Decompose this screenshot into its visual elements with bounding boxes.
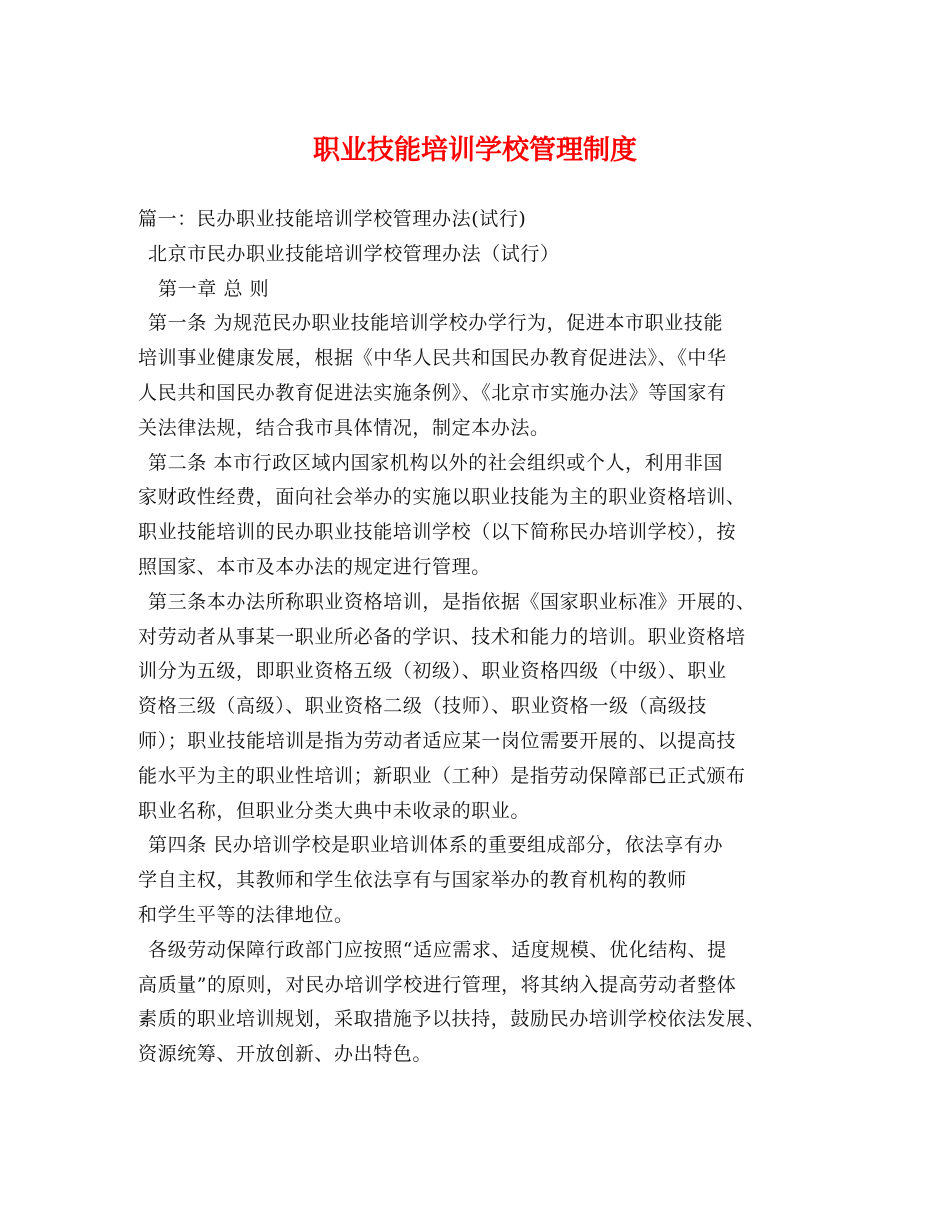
regulation-title: 北京市民办职业技能培训学校管理办法（试行） — [148, 242, 560, 265]
paragraph-line: 学自主权，其教师和学生依法享有与国家举办的教育机构的教师 — [138, 869, 687, 892]
document-body — [138, 202, 818, 1072]
paragraph-line: 高质量”的原则，对民办培训学校进行管理，将其纳入提高劳动者整体 — [138, 973, 737, 996]
paragraph-line: 和学生平等的法律地位。 — [138, 903, 354, 926]
paragraph-line: 第三条本办法所称职业资格培训，是指依据《国家职业标准》开展的、 — [148, 590, 756, 613]
paragraph-line: 资源统筹、开放创新、办出特色。 — [138, 1043, 433, 1066]
paragraph-line: 职业技能培训的民办职业技能培训学校（以下简称民办培训学校），按 — [138, 521, 737, 544]
paragraph-line: 第四条 民办培训学校是职业培训体系的重要组成部分，依法享有办 — [148, 834, 724, 857]
paragraph-line: 关法律法规，结合我市具体情况，制定本办法。 — [138, 416, 550, 439]
paragraph-line: 师）；职业技能培训是指为劳动者适应某一岗位需要开展的、以提高技 — [138, 729, 737, 752]
document-title: 职业技能培训学校管理制度 — [313, 135, 637, 166]
section-heading: 篇一：民办职业技能培训学校管理办法(试行) — [138, 208, 527, 230]
chapter-heading: 第一章 总 则 — [158, 277, 270, 300]
paragraph-line: 职业名称，但职业分类大典中未收录的职业。 — [138, 799, 531, 822]
paragraph-line: 资格三级（高级）、职业资格二级（技师）、职业资格一级（高级技 — [138, 695, 708, 718]
paragraph-line: 培训事业健康发展，根据《中华人民共和国民办教育促进法》、《中华 — [138, 347, 727, 370]
paragraph-line: 家财政性经费，面向社会举办的实施以职业技能为主的职业资格培训、 — [138, 486, 746, 509]
paragraph-line: 对劳动者从事某一职业所必备的学识、技术和能力的培训。职业资格培 — [138, 625, 746, 648]
paragraph-line: 训分为五级，即职业资格五级（初级）、职业资格四级（中级）、职业 — [138, 660, 727, 683]
paragraph-line: 人民共和国民办教育促进法实施条例》、《北京市实施办法》等国家有 — [138, 381, 727, 404]
paragraph-line: 照国家、本市及本办法的规定进行管理。 — [138, 555, 491, 578]
paragraph-line: 各级劳动保障行政部门应按照“适应需求、适度规模、优化结构、提 — [148, 938, 727, 961]
paragraph-line: 能水平为主的职业性培训；新职业（工种）是指劳动保障部已正式颁布 — [138, 764, 746, 787]
paragraph-line: 素质的职业培训规划，采取措施予以扶持，鼓励民办培训学校依法发展、 — [138, 1008, 766, 1031]
paragraph-line: 第一条 为规范民办职业技能培训学校办学行为，促进本市职业技能 — [148, 312, 724, 335]
paragraph-line: 第二条 本市行政区域内国家机构以外的社会组织或个人，利用非国 — [148, 451, 724, 474]
